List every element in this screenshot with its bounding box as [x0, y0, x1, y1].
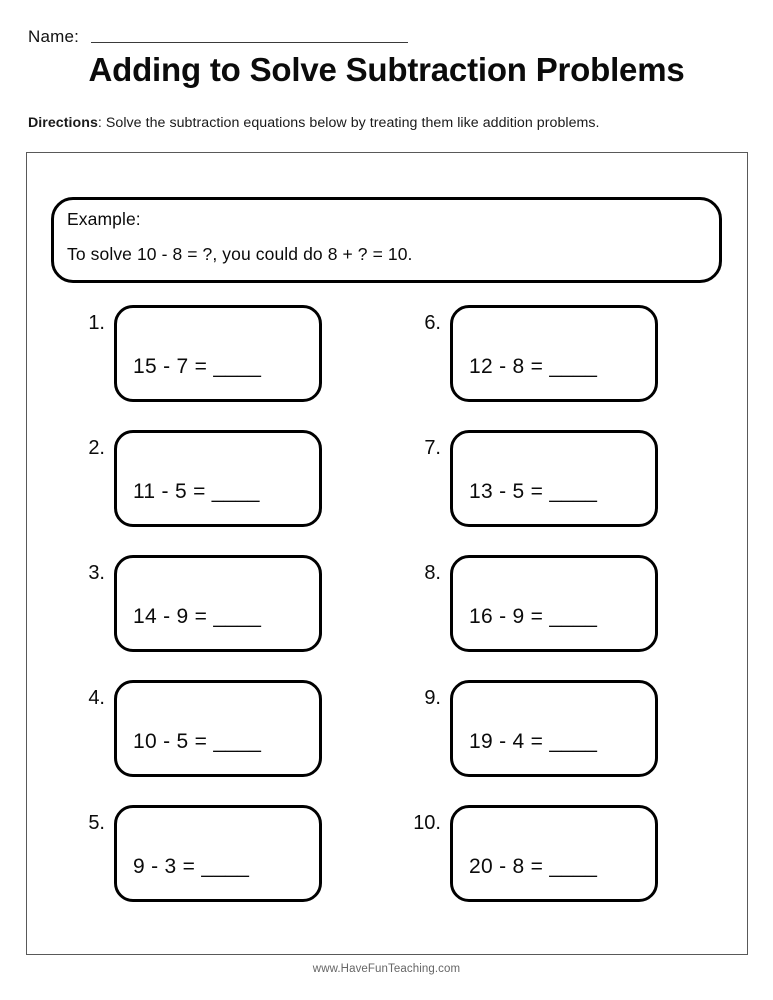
example-text: To solve 10 - 8 = ?, you could do 8 + ? = 10.: [67, 244, 413, 264]
name-label: Name:: [28, 27, 80, 46]
name-write-line[interactable]: [91, 42, 408, 43]
problem-item-4: [68, 680, 322, 777]
problem-number: 7.: [424, 437, 441, 459]
problem-number: 4.: [88, 687, 105, 709]
directions: [28, 113, 728, 133]
problem-item-5: [68, 805, 322, 902]
problem-equation: 14 - 9 = ____: [133, 605, 262, 628]
problem-number: 2.: [88, 437, 105, 459]
problem-answer-box[interactable]: [114, 805, 322, 902]
directions-text: : Solve the subtraction equations below by treating them like addition problems.: [97, 115, 600, 131]
problem-number: 10.: [413, 812, 441, 834]
problem-equation: 19 - 4 = ____: [469, 730, 598, 753]
problem-equation: 12 - 8 = ____: [469, 355, 598, 378]
problem-answer-box[interactable]: [114, 680, 322, 777]
problem-number: 5.: [88, 812, 105, 834]
problem-item-6: [404, 305, 658, 402]
problem-number: 9.: [424, 687, 441, 709]
problem-number: 1.: [88, 312, 105, 334]
problem-equation: 15 - 7 = ____: [133, 355, 262, 378]
page-title: Adding to Solve Subtraction Problems: [88, 51, 685, 88]
problem-equation: 10 - 5 = ____: [133, 730, 262, 753]
problem-number: 3.: [88, 562, 105, 584]
problem-answer-box[interactable]: [450, 305, 658, 402]
problem-item-1: [68, 305, 322, 402]
directions-label: Directions: [28, 115, 98, 131]
problem-number: 8.: [424, 562, 441, 584]
problem-item-8: [404, 555, 658, 652]
problem-answer-box[interactable]: [114, 555, 322, 652]
problem-answer-box[interactable]: [450, 680, 658, 777]
example-label: Example:: [67, 209, 141, 229]
problem-number: 6.: [424, 312, 441, 334]
example-box: [51, 197, 722, 283]
problem-answer-box[interactable]: [450, 430, 658, 527]
footer-website: www.HaveFunTeaching.com: [312, 963, 461, 975]
problem-equation: 16 - 9 = ____: [469, 605, 598, 628]
problem-answer-box[interactable]: [114, 430, 322, 527]
problem-answer-box[interactable]: [450, 555, 658, 652]
problem-answer-box[interactable]: [114, 305, 322, 402]
problem-equation: 9 - 3 = ____: [133, 855, 250, 878]
problem-equation: 11 - 5 = ____: [133, 480, 260, 503]
problem-item-3: [68, 555, 322, 652]
problem-equation: 13 - 5 = ____: [469, 480, 598, 503]
problem-item-10: [404, 805, 658, 902]
name-row: [28, 20, 408, 46]
problem-equation: 20 - 8 = ____: [469, 855, 598, 878]
problem-item-9: [404, 680, 658, 777]
problem-item-2: [68, 430, 322, 527]
problem-answer-box[interactable]: [450, 805, 658, 902]
problem-item-7: [404, 430, 658, 527]
